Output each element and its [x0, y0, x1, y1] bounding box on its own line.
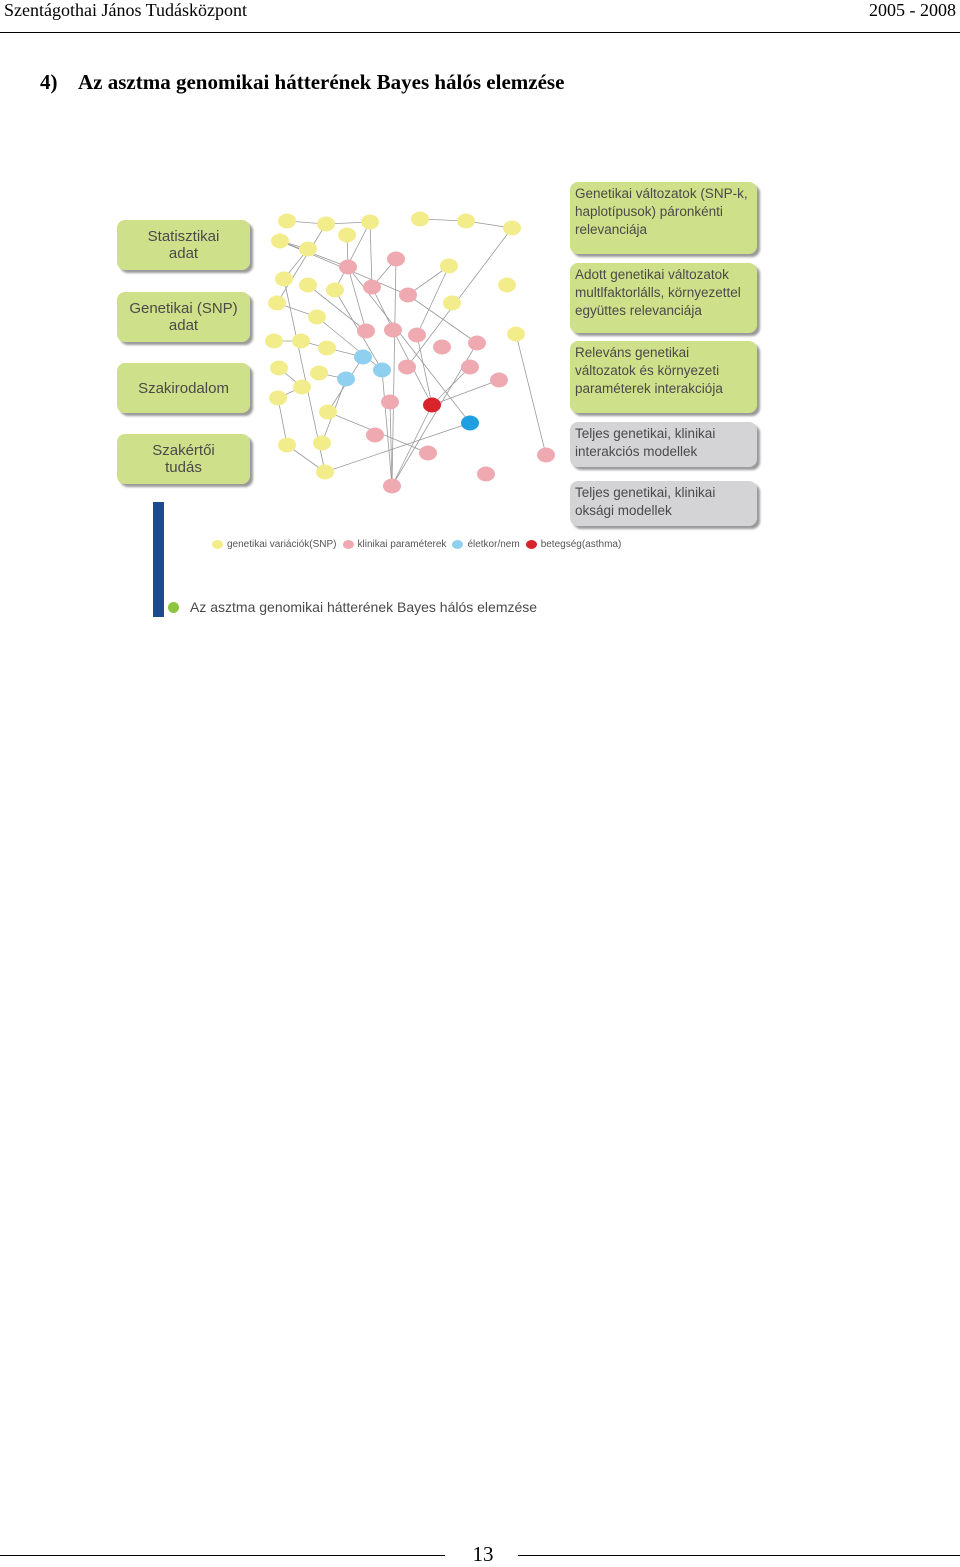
- legend-item-disease: [526, 539, 622, 550]
- legend-label: életkor/nem: [467, 539, 520, 550]
- figure-accent-bar: [153, 502, 164, 617]
- network-node-snp: [443, 296, 461, 311]
- network-edge: [348, 267, 366, 331]
- network-node-clinical: [419, 446, 437, 461]
- network-node-clinical: [433, 340, 451, 355]
- result-box-label: Genetikai változatok (SNP-k, haplotípusok) páronkénti relevanciája: [575, 186, 748, 237]
- network-node-snp: [317, 217, 335, 232]
- header-institution: Szentágothai János Tudásközpont: [4, 0, 247, 20]
- header-rule: [0, 32, 960, 33]
- network-node-snp: [268, 296, 286, 311]
- input-box-expert-knowledge: [117, 434, 250, 484]
- network-node-snp: [292, 334, 310, 349]
- network-edge: [370, 222, 372, 287]
- result-box-causal-models: [570, 481, 757, 526]
- network-node-snp: [411, 212, 429, 227]
- network-node-snp: [498, 278, 516, 293]
- network-node-snp: [361, 215, 379, 230]
- footer-rule-right: [518, 1555, 960, 1556]
- input-box-literature: [117, 363, 250, 413]
- network-edge: [516, 334, 546, 455]
- result-box-multifactorial-relevance: [570, 263, 757, 333]
- network-node-snp: [271, 234, 289, 249]
- legend-dot-clinical: [343, 540, 354, 549]
- network-node-disease: [423, 398, 441, 413]
- network-node-snp: [310, 366, 328, 381]
- network-node-clinical: [363, 280, 381, 295]
- network-node-snp: [269, 391, 287, 406]
- network-node-snp: [440, 259, 458, 274]
- caption-bullet-icon: [168, 602, 179, 613]
- input-box-statistical-data: [117, 220, 250, 270]
- figure-caption: [168, 599, 537, 615]
- legend-item-clinical: [343, 539, 447, 550]
- network-node-clinical: [461, 360, 479, 375]
- network-node-snp: [457, 214, 475, 229]
- network-node-clinical: [408, 328, 426, 343]
- footer-rule-left: [0, 1555, 445, 1556]
- network-edge: [392, 259, 396, 486]
- network-edge: [407, 228, 512, 367]
- network-node-age-sex_strong: [461, 416, 479, 431]
- network-node-clinical: [398, 360, 416, 375]
- network-edge: [432, 380, 499, 405]
- header-period: 2005 - 2008: [869, 0, 956, 20]
- network-node-clinical: [468, 336, 486, 351]
- network-node-snp: [278, 214, 296, 229]
- bayes-network-figure: [110, 175, 770, 635]
- section-number: 4): [40, 70, 58, 94]
- network-node-snp: [265, 334, 283, 349]
- legend-dot-disease: [526, 540, 537, 549]
- network-node-clinical: [383, 479, 401, 494]
- legend-dot-age-sex: [452, 540, 463, 549]
- result-box-pairwise-relevance: [570, 182, 757, 254]
- network-node-snp: [319, 405, 337, 420]
- result-box-label: Releváns genetikai változatok és környezeti paraméterek interakciója: [575, 345, 723, 396]
- result-box-label: Teljes genetikai, klinikai interakciós modellek: [575, 426, 716, 459]
- page-number: 13: [472, 1542, 494, 1566]
- network-node-age-sex: [354, 350, 372, 365]
- network-node-clinical: [357, 324, 375, 339]
- network-legend: [212, 539, 627, 550]
- network-node-snp: [507, 327, 525, 342]
- network-node-clinical: [399, 288, 417, 303]
- network-edge: [325, 423, 470, 472]
- network-node-snp: [313, 436, 331, 451]
- network-node-clinical: [490, 373, 508, 388]
- network-node-clinical: [381, 395, 399, 410]
- result-box-interaction-models: [570, 422, 757, 467]
- network-node-clinical: [384, 323, 402, 338]
- input-box-label: Statisztikai adat: [147, 228, 220, 262]
- network-node-snp: [278, 438, 296, 453]
- input-box-label: Szakirodalom: [138, 379, 229, 397]
- network-node-clinical: [339, 260, 357, 275]
- network-node-clinical: [366, 428, 384, 443]
- legend-label: betegség(asthma): [540, 539, 622, 550]
- network-node-snp: [308, 310, 326, 325]
- network-node-snp: [503, 221, 521, 236]
- network-node-age-sex: [337, 372, 355, 387]
- legend-label: genetikai variációk(SNP): [227, 539, 337, 550]
- network-node-snp: [275, 272, 293, 287]
- page-header: [0, 0, 960, 34]
- network-node-age-sex: [373, 363, 391, 378]
- network-node-snp: [299, 278, 317, 293]
- result-box-label: Teljes genetikai, klinikai oksági modellek: [575, 485, 716, 518]
- network-node-clinical: [387, 252, 405, 267]
- input-box-label: Szakértői tudás: [152, 442, 215, 476]
- legend-dot-snp: [212, 540, 223, 549]
- result-box-interactions: [570, 341, 757, 413]
- caption-text: Az asztma genomikai hátterének Bayes hálós elemzése: [190, 599, 538, 615]
- network-node-clinical: [477, 467, 495, 482]
- network-node-snp: [326, 283, 344, 298]
- section-title-text: Az asztma genomikai hátterének Bayes hálós elemzése: [78, 70, 565, 94]
- network-node-snp: [318, 341, 336, 356]
- network-node-snp: [270, 361, 288, 376]
- input-box-genetic-data: [117, 292, 250, 342]
- network-node-clinical: [537, 448, 555, 463]
- network-node-snp: [316, 465, 334, 480]
- network-edge: [392, 405, 432, 486]
- legend-item-snp: [212, 539, 337, 550]
- legend-label: klinikai paraméterek: [357, 539, 447, 550]
- input-box-label: Genetikai (SNP) adat: [129, 300, 238, 334]
- network-node-snp: [299, 242, 317, 257]
- legend-item-age-sex: [452, 539, 519, 550]
- result-box-label: Adott genetikai változatok multlfaktorlálls, környezettel együttes relevanciája: [575, 267, 741, 318]
- network-node-snp: [293, 380, 311, 395]
- network-node-snp: [338, 228, 356, 243]
- section-title: [40, 70, 564, 95]
- network-edge: [417, 335, 432, 405]
